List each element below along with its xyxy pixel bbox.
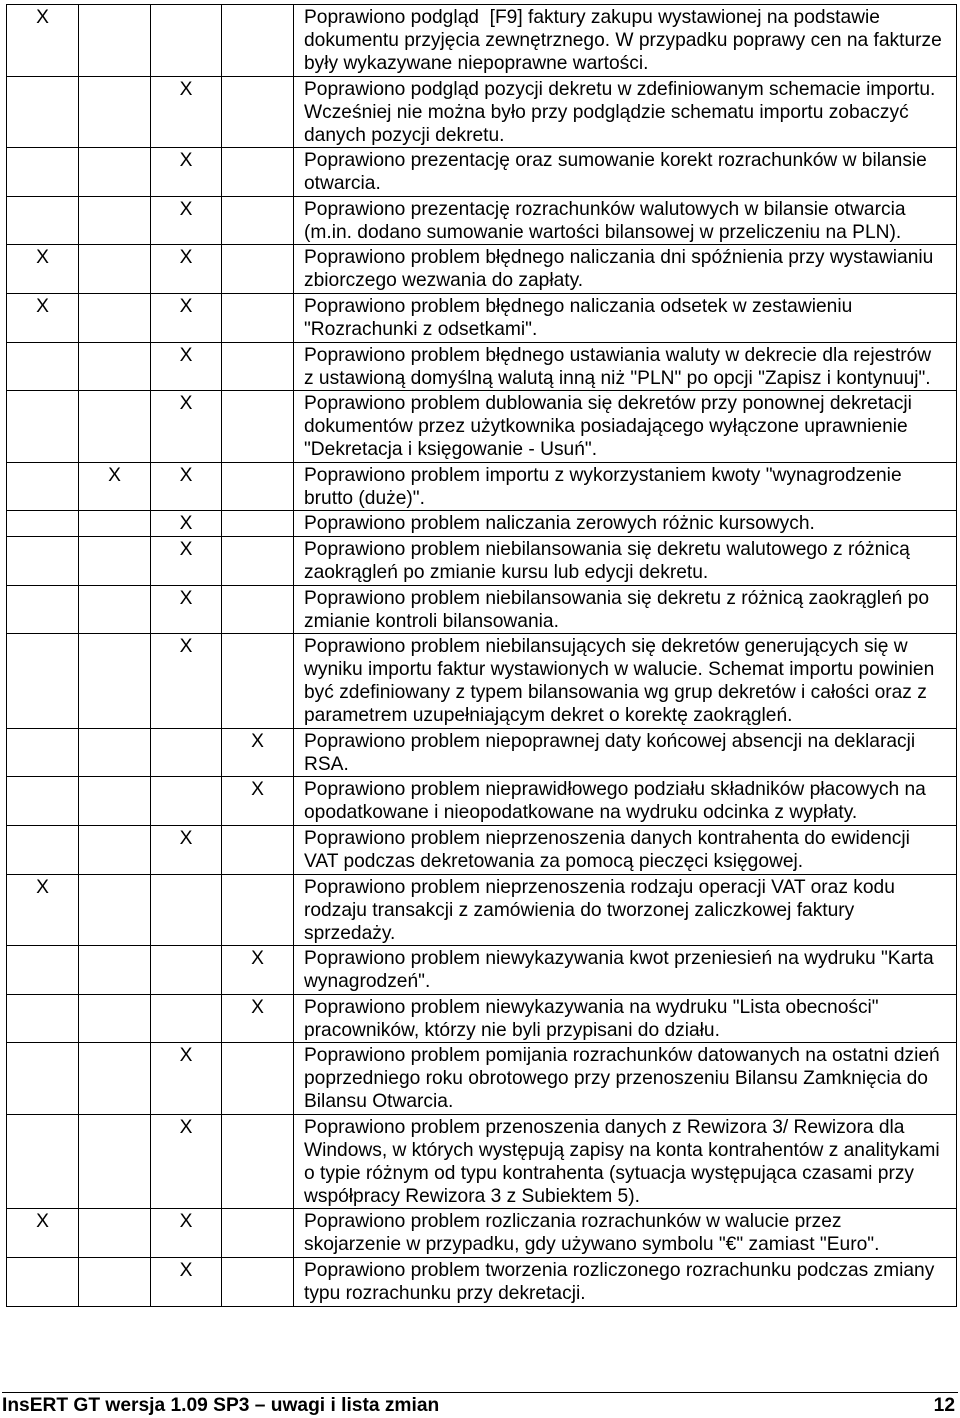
change-row bbox=[7, 777, 957, 826]
change-description bbox=[294, 536, 957, 585]
module-mark-cell: X bbox=[151, 462, 222, 511]
module-mark-cell bbox=[222, 585, 294, 634]
change-description bbox=[294, 777, 957, 826]
description-line: "Dekretacja i księgowanie - Usuń". bbox=[304, 439, 598, 461]
module-mark-cell bbox=[7, 634, 79, 729]
description-line: Poprawiono problem niewykazywania kwot przeniesień na wydruku "Karta bbox=[304, 948, 934, 970]
change-row bbox=[7, 1258, 957, 1307]
change-row bbox=[7, 874, 957, 946]
module-mark-cell bbox=[79, 634, 151, 729]
module-mark-cell bbox=[7, 196, 79, 245]
module-mark-cell bbox=[7, 536, 79, 585]
change-row bbox=[7, 293, 957, 342]
module-mark-cell bbox=[7, 994, 79, 1043]
change-description bbox=[294, 196, 957, 245]
change-row bbox=[7, 511, 957, 537]
description-line: Poprawiono problem pomijania rozrachunków datowanych na ostatni dzień bbox=[304, 1045, 940, 1067]
module-mark-cell: X bbox=[151, 76, 222, 148]
module-mark-cell: X bbox=[151, 245, 222, 294]
description-line: danych pozycji dekretu. bbox=[304, 124, 505, 146]
module-mark-cell: X bbox=[151, 1258, 222, 1307]
module-mark-cell bbox=[7, 1043, 79, 1115]
description-line: rodzaju transakcji z zamówienia do tworzonej zaliczkowej faktury bbox=[304, 899, 855, 921]
change-row bbox=[7, 585, 957, 634]
module-mark-cell bbox=[7, 728, 79, 777]
module-mark-cell bbox=[79, 536, 151, 585]
description-line: "Rozrachunki z odsetkami". bbox=[304, 318, 538, 340]
module-mark-cell bbox=[222, 1258, 294, 1307]
change-description bbox=[294, 946, 957, 995]
description-line: Bilansu Otwarcia. bbox=[304, 1091, 454, 1113]
module-mark-cell bbox=[79, 728, 151, 777]
module-mark-cell bbox=[7, 76, 79, 148]
module-mark-cell bbox=[222, 825, 294, 874]
change-row bbox=[7, 76, 957, 148]
description-line: dokumentów przez użytkownika posiadającego wyłączone uprawnienie bbox=[304, 416, 908, 438]
module-mark-cell bbox=[222, 245, 294, 294]
change-description bbox=[294, 1209, 957, 1258]
change-row bbox=[7, 634, 957, 729]
module-mark-cell bbox=[79, 1209, 151, 1258]
module-mark-cell bbox=[7, 391, 79, 463]
description-line: otwarcia. bbox=[304, 173, 381, 195]
description-line: Poprawiono problem przenoszenia danych z Rewizora 3/ Rewizora dla bbox=[304, 1116, 905, 1138]
module-mark-cell bbox=[79, 76, 151, 148]
description-line: Poprawiono problem importu z wykorzystaniem kwoty "wynagrodzenie bbox=[304, 464, 902, 486]
module-mark-cell bbox=[79, 994, 151, 1043]
module-mark-cell: X bbox=[7, 874, 79, 946]
module-mark-cell bbox=[222, 76, 294, 148]
module-mark-cell bbox=[79, 511, 151, 537]
module-mark-cell bbox=[222, 874, 294, 946]
description-line: Poprawiono problem naliczania zerowych różnic kursowych. bbox=[304, 513, 815, 535]
change-description bbox=[294, 994, 957, 1043]
module-mark-cell bbox=[222, 293, 294, 342]
change-description bbox=[294, 511, 957, 537]
change-description bbox=[294, 1258, 957, 1307]
description-line: zbiorczego wezwania do zapłaty. bbox=[304, 270, 584, 292]
description-line: typu rozrachunku przy dekretacji. bbox=[304, 1283, 586, 1305]
module-mark-cell bbox=[7, 825, 79, 874]
module-mark-cell bbox=[7, 946, 79, 995]
module-mark-cell: X bbox=[151, 148, 222, 197]
change-row bbox=[7, 391, 957, 463]
module-mark-cell: X bbox=[151, 634, 222, 729]
module-mark-cell bbox=[222, 5, 294, 77]
description-line: Poprawiono problem nieprzenoszenia rodzaju operacji VAT oraz kodu bbox=[304, 876, 895, 898]
description-line: Poprawiono podgląd pozycji dekretu w zdefiniowanym schemacie importu. bbox=[304, 78, 936, 100]
module-mark-cell bbox=[7, 462, 79, 511]
change-description bbox=[294, 5, 957, 77]
module-mark-cell bbox=[151, 728, 222, 777]
module-mark-cell: X bbox=[151, 1209, 222, 1258]
module-mark-cell bbox=[222, 196, 294, 245]
description-line: Poprawiono problem tworzenia rozliczonego rozrachunku podczas zmiany bbox=[304, 1260, 935, 1282]
description-line: Poprawiono problem niewykazywania na wydruku "Lista obecności" bbox=[304, 996, 879, 1018]
change-description bbox=[294, 728, 957, 777]
module-mark-cell bbox=[79, 777, 151, 826]
module-mark-cell bbox=[222, 148, 294, 197]
description-line: opodatkowane i nieopodatkowane na wydruku odcinka z wypłaty. bbox=[304, 802, 858, 824]
description-line: współpracy Rewizora 3 z Subiektem 5). bbox=[304, 1185, 640, 1207]
module-mark-cell bbox=[7, 585, 79, 634]
description-line: Poprawiono problem błędnego ustawiania waluty w dekrecie dla rejestrów bbox=[304, 344, 932, 366]
module-mark-cell: X bbox=[222, 946, 294, 995]
description-line: RSA. bbox=[304, 753, 349, 775]
change-row bbox=[7, 825, 957, 874]
description-line: (m.in. dodano sumowanie wartości bilansowej w przeliczeniu na PLN). bbox=[304, 221, 902, 243]
module-mark-cell bbox=[79, 293, 151, 342]
change-description bbox=[294, 1114, 957, 1209]
description-line: skojarzenie w przypadku, gdy używano symbolu "€" zamiast "Euro". bbox=[304, 1234, 880, 1256]
module-mark-cell: X bbox=[79, 462, 151, 511]
module-mark-cell bbox=[79, 342, 151, 391]
change-description bbox=[294, 76, 957, 148]
change-description bbox=[294, 825, 957, 874]
change-row bbox=[7, 196, 957, 245]
description-line: parametrem uzupełniającym dekret o korektę zaokrągleń. bbox=[304, 705, 793, 727]
module-mark-cell: X bbox=[7, 1209, 79, 1258]
change-row bbox=[7, 946, 957, 995]
module-mark-cell: X bbox=[222, 994, 294, 1043]
module-mark-cell: X bbox=[7, 245, 79, 294]
description-line: zmianie kontroli bilansowania. bbox=[304, 610, 559, 632]
description-line: wyniku importu faktur wystawionych w walucie. Schemat importu powinien bbox=[304, 659, 935, 681]
module-mark-cell bbox=[79, 391, 151, 463]
description-line: brutto (duże)". bbox=[304, 487, 425, 509]
change-row bbox=[7, 728, 957, 777]
change-description bbox=[294, 342, 957, 391]
module-mark-cell bbox=[222, 536, 294, 585]
module-mark-cell bbox=[7, 777, 79, 826]
description-line: być zdefiniowany z typem bilansowania wg grup dekretów i całości oraz z bbox=[304, 682, 927, 704]
description-line: Poprawiono podgląd [F9] faktury zakupu wystawionej na podstawie bbox=[304, 7, 880, 28]
description-line: Poprawiono problem niepoprawnej daty końcowej absencji na deklaracji bbox=[304, 730, 916, 752]
description-line: VAT podczas dekretowania za pomocą pieczęci księgowej. bbox=[304, 850, 804, 872]
description-line: Poprawiono problem nieprzenoszenia danych kontrahenta do ewidencji bbox=[304, 827, 910, 849]
change-description bbox=[294, 293, 957, 342]
change-row bbox=[7, 994, 957, 1043]
module-mark-cell: X bbox=[151, 1043, 222, 1115]
change-description bbox=[294, 245, 957, 294]
module-mark-cell bbox=[79, 585, 151, 634]
module-mark-cell bbox=[222, 391, 294, 463]
change-row bbox=[7, 342, 957, 391]
module-mark-cell bbox=[222, 1043, 294, 1115]
module-mark-cell: X bbox=[151, 196, 222, 245]
module-mark-cell bbox=[79, 1043, 151, 1115]
change-description bbox=[294, 585, 957, 634]
module-mark-cell: X bbox=[151, 391, 222, 463]
description-line: były wykazywane niepoprawne wartości. bbox=[304, 53, 649, 74]
change-row bbox=[7, 1043, 957, 1115]
description-line: zaokrągleń po zmianie kursu lub edycji dekretu. bbox=[304, 561, 709, 583]
description-line: pracowników, którzy nie byli przypisani do działu. bbox=[304, 1019, 720, 1041]
module-mark-cell bbox=[79, 1258, 151, 1307]
description-line: sprzedaży. bbox=[304, 922, 396, 944]
description-line: Poprawiono problem niebilansujących się dekretów generujących się w bbox=[304, 636, 908, 658]
module-mark-cell: X bbox=[151, 511, 222, 537]
module-mark-cell bbox=[151, 994, 222, 1043]
module-mark-cell: X bbox=[151, 293, 222, 342]
change-row bbox=[7, 1209, 957, 1258]
module-mark-cell bbox=[79, 825, 151, 874]
change-row bbox=[7, 245, 957, 294]
module-mark-cell bbox=[79, 245, 151, 294]
module-mark-cell bbox=[151, 946, 222, 995]
module-mark-cell bbox=[7, 342, 79, 391]
footer-document-title: InsERT GT wersja 1.09 SP3 – uwagi i lista zmian bbox=[2, 1395, 440, 1416]
module-mark-cell bbox=[151, 777, 222, 826]
footer-divider bbox=[2, 1392, 958, 1393]
module-mark-cell bbox=[222, 1209, 294, 1258]
changes-table-body bbox=[7, 5, 957, 1307]
description-line: o typie różnym od typu kontrahenta (sytuacja występująca czasami przy bbox=[304, 1162, 915, 1184]
module-mark-cell: X bbox=[151, 1114, 222, 1209]
module-mark-cell: X bbox=[151, 342, 222, 391]
module-mark-cell: X bbox=[7, 5, 79, 77]
change-description bbox=[294, 874, 957, 946]
module-mark-cell bbox=[79, 1114, 151, 1209]
description-line: poprzedniego roku obrotowego przy przenoszeniu Bilansu Zamknięcia do bbox=[304, 1068, 928, 1090]
description-line: z ustawioną domyślną walutą inną niż "PLN" po opcji "Zapisz i kontynuuj". bbox=[304, 367, 931, 389]
changes-table bbox=[6, 4, 957, 1307]
module-mark-cell bbox=[222, 634, 294, 729]
module-mark-cell bbox=[222, 462, 294, 511]
module-mark-cell bbox=[151, 874, 222, 946]
change-row bbox=[7, 1114, 957, 1209]
change-row bbox=[7, 148, 957, 197]
module-mark-cell bbox=[222, 342, 294, 391]
module-mark-cell bbox=[222, 511, 294, 537]
module-mark-cell: X bbox=[222, 777, 294, 826]
description-line: dokumentu przyjęcia zewnętrznego. W przypadku poprawy cen na fakturze bbox=[304, 30, 942, 51]
module-mark-cell bbox=[79, 196, 151, 245]
description-line: Poprawiono problem niebilansowania się dekretu z różnicą zaokrągleń po bbox=[304, 587, 930, 609]
module-mark-cell: X bbox=[7, 293, 79, 342]
module-mark-cell bbox=[79, 946, 151, 995]
change-description bbox=[294, 1043, 957, 1115]
description-line: Poprawiono problem błędnego naliczania dni spóźnienia przy wystawianiu bbox=[304, 247, 934, 269]
module-mark-cell bbox=[7, 148, 79, 197]
description-line: Poprawiono problem błędnego naliczania odsetek w zestawieniu bbox=[304, 295, 853, 317]
module-mark-cell bbox=[79, 148, 151, 197]
description-line: wynagrodzeń". bbox=[304, 971, 431, 993]
module-mark-cell: X bbox=[151, 825, 222, 874]
module-mark-cell: X bbox=[222, 728, 294, 777]
change-row bbox=[7, 5, 957, 77]
change-description bbox=[294, 634, 957, 729]
change-description bbox=[294, 391, 957, 463]
footer-page-number: 12 bbox=[933, 1395, 955, 1416]
module-mark-cell: X bbox=[151, 585, 222, 634]
module-mark-cell bbox=[79, 874, 151, 946]
description-line: Poprawiono problem rozliczania rozrachunków w walucie przez bbox=[304, 1211, 842, 1233]
description-line: Wcześniej nie można było przy podglądzie schematu importu zobaczyć bbox=[304, 101, 909, 123]
change-description bbox=[294, 462, 957, 511]
module-mark-cell bbox=[222, 1114, 294, 1209]
description-line: Poprawiono problem niebilansowania się dekretu walutowego z różnicą bbox=[304, 538, 910, 560]
module-mark-cell: X bbox=[151, 536, 222, 585]
module-mark-cell bbox=[7, 1258, 79, 1307]
change-description bbox=[294, 148, 957, 197]
module-mark-cell bbox=[151, 5, 222, 77]
description-line: Poprawiono prezentację rozrachunków walutowych w bilansie otwarcia bbox=[304, 198, 906, 220]
change-row bbox=[7, 536, 957, 585]
change-row bbox=[7, 462, 957, 511]
module-mark-cell bbox=[7, 511, 79, 537]
module-mark-cell bbox=[7, 1114, 79, 1209]
description-line: Poprawiono problem dublowania się dekretów przy ponownej dekretacji bbox=[304, 393, 912, 415]
description-line: Windows, w których występują zapisy na konta kontrahentów z analitykami bbox=[304, 1139, 940, 1161]
description-line: Poprawiono problem nieprawidłowego podziału składników płacowych na bbox=[304, 779, 926, 801]
module-mark-cell bbox=[79, 5, 151, 77]
description-line: Poprawiono prezentację oraz sumowanie korekt rozrachunków w bilansie bbox=[304, 150, 927, 172]
